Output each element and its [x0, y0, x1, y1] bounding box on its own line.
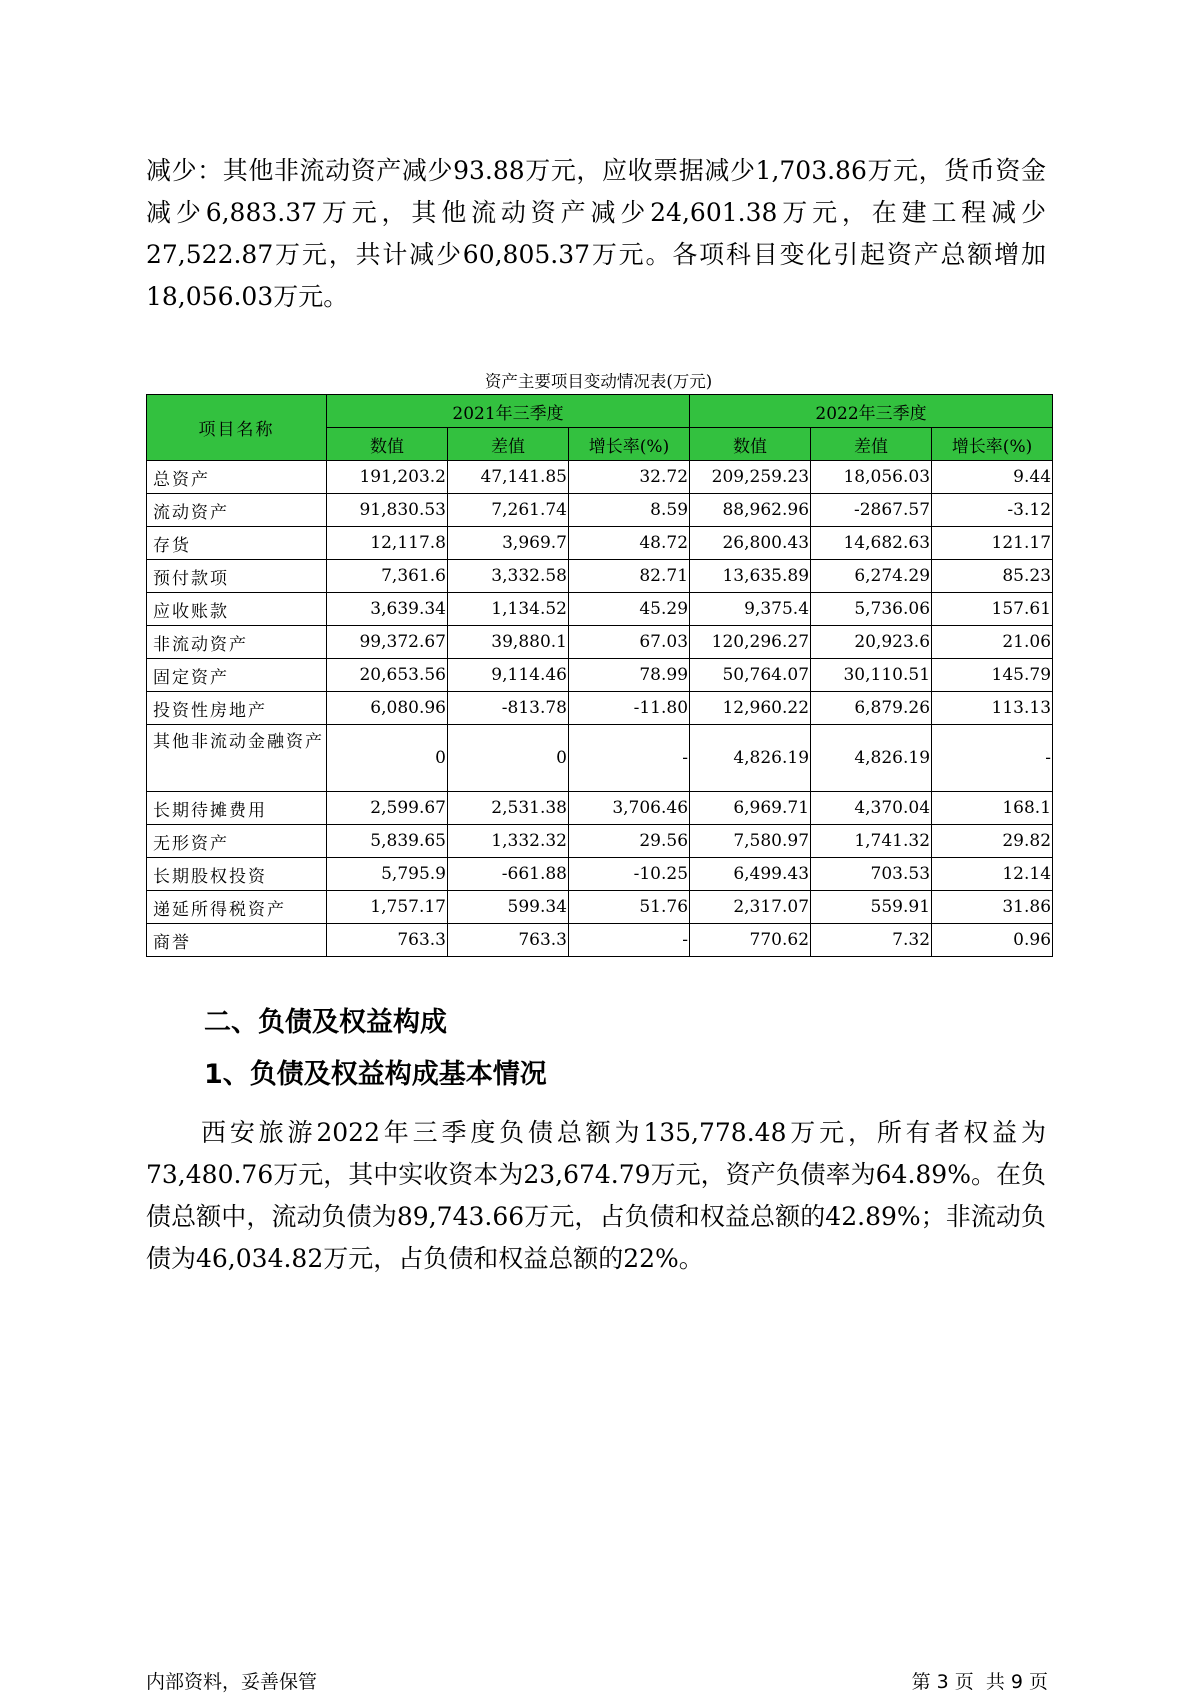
- table-cell: -10.25: [569, 858, 690, 891]
- table-cell: 763.3: [327, 924, 448, 957]
- table-cell: 5,736.06: [811, 593, 932, 626]
- table-cell: 30,110.51: [811, 659, 932, 692]
- table-cell: 32.72: [569, 461, 690, 494]
- value-header: 数值: [690, 428, 811, 461]
- table-cell: -661.88: [448, 858, 569, 891]
- table-cell: 4,370.04: [811, 792, 932, 825]
- table-cell: 770.62: [690, 924, 811, 957]
- table-row: [147, 659, 1053, 692]
- table-cell: 7,261.74: [448, 494, 569, 527]
- growth-header: 增长率(%): [932, 428, 1053, 461]
- table-cell: -2867.57: [811, 494, 932, 527]
- table-row: [147, 891, 1053, 924]
- table-cell: 7,361.6: [327, 560, 448, 593]
- table-cell: -813.78: [448, 692, 569, 725]
- table-cell: 29.56: [569, 825, 690, 858]
- table-row: [147, 725, 1053, 792]
- table-row: [147, 560, 1053, 593]
- subsection-heading: 1、负债及权益构成基本情况: [204, 1059, 547, 1090]
- page-number: 第 3 页 共 9 页: [911, 1671, 1048, 1693]
- row-label: 预付款项: [147, 560, 327, 593]
- period-2022-header: 2022年三季度: [690, 395, 1053, 428]
- table-row: [147, 494, 1053, 527]
- table-row: [147, 626, 1053, 659]
- section-heading: 二、负债及权益构成: [204, 1007, 447, 1038]
- table-cell: -11.80: [569, 692, 690, 725]
- table-cell: 559.91: [811, 891, 932, 924]
- table-cell: 91,830.53: [327, 494, 448, 527]
- table-cell: 5,839.65: [327, 825, 448, 858]
- table-cell: 3,639.34: [327, 593, 448, 626]
- table-cell: 29.82: [932, 825, 1053, 858]
- table-cell: 703.53: [811, 858, 932, 891]
- period-2021-header: 2021年三季度: [327, 395, 690, 428]
- table-cell: 7.32: [811, 924, 932, 957]
- table-cell: 20,923.6: [811, 626, 932, 659]
- table-cell: 763.3: [448, 924, 569, 957]
- body-text: 西安旅游2022年三季度负债总额为135,778.48万元，所有者权益为73,480.76万元，其中实收资本为23,674.79万元，资产负债率为64.89%。在负债总额中，流动负债为89,743.66万元，占负债和权益总额的42.89%；非流动负债为46,034.82万元，占负债和权益总额的22%。: [146, 1118, 1046, 1273]
- table-row: [147, 593, 1053, 626]
- table-cell: 14,682.63: [811, 527, 932, 560]
- table-cell: 121.17: [932, 527, 1053, 560]
- asset-change-table: [146, 394, 1053, 957]
- table-cell: 48.72: [569, 527, 690, 560]
- table-cell: 145.79: [932, 659, 1053, 692]
- row-label: 递延所得税资产: [147, 891, 327, 924]
- table-row: [147, 858, 1053, 891]
- table-cell: 2,531.38: [448, 792, 569, 825]
- table-cell: 9,114.46: [448, 659, 569, 692]
- table-cell: 9.44: [932, 461, 1053, 494]
- table-cell: -: [932, 725, 1053, 792]
- table-cell: 168.1: [932, 792, 1053, 825]
- diff-header: 差值: [811, 428, 932, 461]
- table-cell: 2,317.07: [690, 891, 811, 924]
- table-cell: 47,141.85: [448, 461, 569, 494]
- row-label: 固定资产: [147, 659, 327, 692]
- table-cell: 20,653.56: [327, 659, 448, 692]
- row-label: 长期待摊费用: [147, 792, 327, 825]
- table-row: [147, 527, 1053, 560]
- table-cell: 85.23: [932, 560, 1053, 593]
- table-cell: 18,056.03: [811, 461, 932, 494]
- table-cell: 4,826.19: [690, 725, 811, 792]
- intro-paragraph: [146, 150, 1046, 318]
- value-header: 数值: [327, 428, 448, 461]
- table-row: [147, 924, 1053, 957]
- table-cell: 6,879.26: [811, 692, 932, 725]
- table-cell: 5,795.9: [327, 858, 448, 891]
- table-cell: 21.06: [932, 626, 1053, 659]
- row-label: 商誉: [147, 924, 327, 957]
- table-cell: 1,757.17: [327, 891, 448, 924]
- table-cell: 12,960.22: [690, 692, 811, 725]
- table-cell: 0: [448, 725, 569, 792]
- table-cell: 9,375.4: [690, 593, 811, 626]
- table-cell: 51.76: [569, 891, 690, 924]
- row-label: 总资产: [147, 461, 327, 494]
- table-row: [147, 692, 1053, 725]
- table-cell: 50,764.07: [690, 659, 811, 692]
- table-cell: 113.13: [932, 692, 1053, 725]
- row-label: 应收账款: [147, 593, 327, 626]
- table-cell: 67.03: [569, 626, 690, 659]
- table-cell: 31.86: [932, 891, 1053, 924]
- table-cell: 82.71: [569, 560, 690, 593]
- table-caption: 资产主要项目变动情况表(万元): [484, 372, 713, 391]
- table-cell: 8.59: [569, 494, 690, 527]
- row-label: 投资性房地产: [147, 692, 327, 725]
- table-cell: 6,080.96: [327, 692, 448, 725]
- table-cell: 78.99: [569, 659, 690, 692]
- table-cell: 12.14: [932, 858, 1053, 891]
- table-row: [147, 461, 1053, 494]
- table-cell: 120,296.27: [690, 626, 811, 659]
- confidential-footer: 内部资料，妥善保管: [146, 1671, 318, 1693]
- intro-text: 减少：其他非流动资产减少93.88万元，应收票据减少1,703.86万元，货币资金减少6,883.37万元，其他流动资产减少24,601.38万元，在建工程减少27,522.87万元，共计减少60,805.37万元。各项科目变化引起资产总额增加18,056.03万元。: [146, 156, 1046, 311]
- table-cell: 209,259.23: [690, 461, 811, 494]
- diff-header: 差值: [448, 428, 569, 461]
- table-row: [147, 792, 1053, 825]
- table-row: [147, 825, 1053, 858]
- table-cell: 1,134.52: [448, 593, 569, 626]
- row-label: 流动资产: [147, 494, 327, 527]
- table-cell: -: [569, 924, 690, 957]
- table-cell: 0: [327, 725, 448, 792]
- table-cell: 0.96: [932, 924, 1053, 957]
- growth-header: 增长率(%): [569, 428, 690, 461]
- body-paragraph: [146, 1112, 1046, 1280]
- row-label: 其他非流动金融资产: [147, 725, 327, 792]
- table-cell: 99,372.67: [327, 626, 448, 659]
- table-cell: 4,826.19: [811, 725, 932, 792]
- row-label: 长期股权投资: [147, 858, 327, 891]
- table-cell: 1,332.32: [448, 825, 569, 858]
- table-cell: -3.12: [932, 494, 1053, 527]
- table-cell: 157.61: [932, 593, 1053, 626]
- table-cell: 3,969.7: [448, 527, 569, 560]
- table-cell: 13,635.89: [690, 560, 811, 593]
- table-cell: 1,741.32: [811, 825, 932, 858]
- table-cell: 599.34: [448, 891, 569, 924]
- row-label: 无形资产: [147, 825, 327, 858]
- table-cell: 6,969.71: [690, 792, 811, 825]
- table-cell: 3,706.46: [569, 792, 690, 825]
- row-label: 非流动资产: [147, 626, 327, 659]
- table-cell: 6,274.29: [811, 560, 932, 593]
- row-label: 存货: [147, 527, 327, 560]
- table-cell: 191,203.2: [327, 461, 448, 494]
- table-cell: 39,880.1: [448, 626, 569, 659]
- table-cell: 6,499.43: [690, 858, 811, 891]
- table-cell: 2,599.67: [327, 792, 448, 825]
- table-cell: 7,580.97: [690, 825, 811, 858]
- table-cell: -: [569, 725, 690, 792]
- item-header: 项目名称: [147, 395, 327, 461]
- table-cell: 26,800.43: [690, 527, 811, 560]
- table-cell: 45.29: [569, 593, 690, 626]
- table-cell: 88,962.96: [690, 494, 811, 527]
- table-cell: 12,117.8: [327, 527, 448, 560]
- table-cell: 3,332.58: [448, 560, 569, 593]
